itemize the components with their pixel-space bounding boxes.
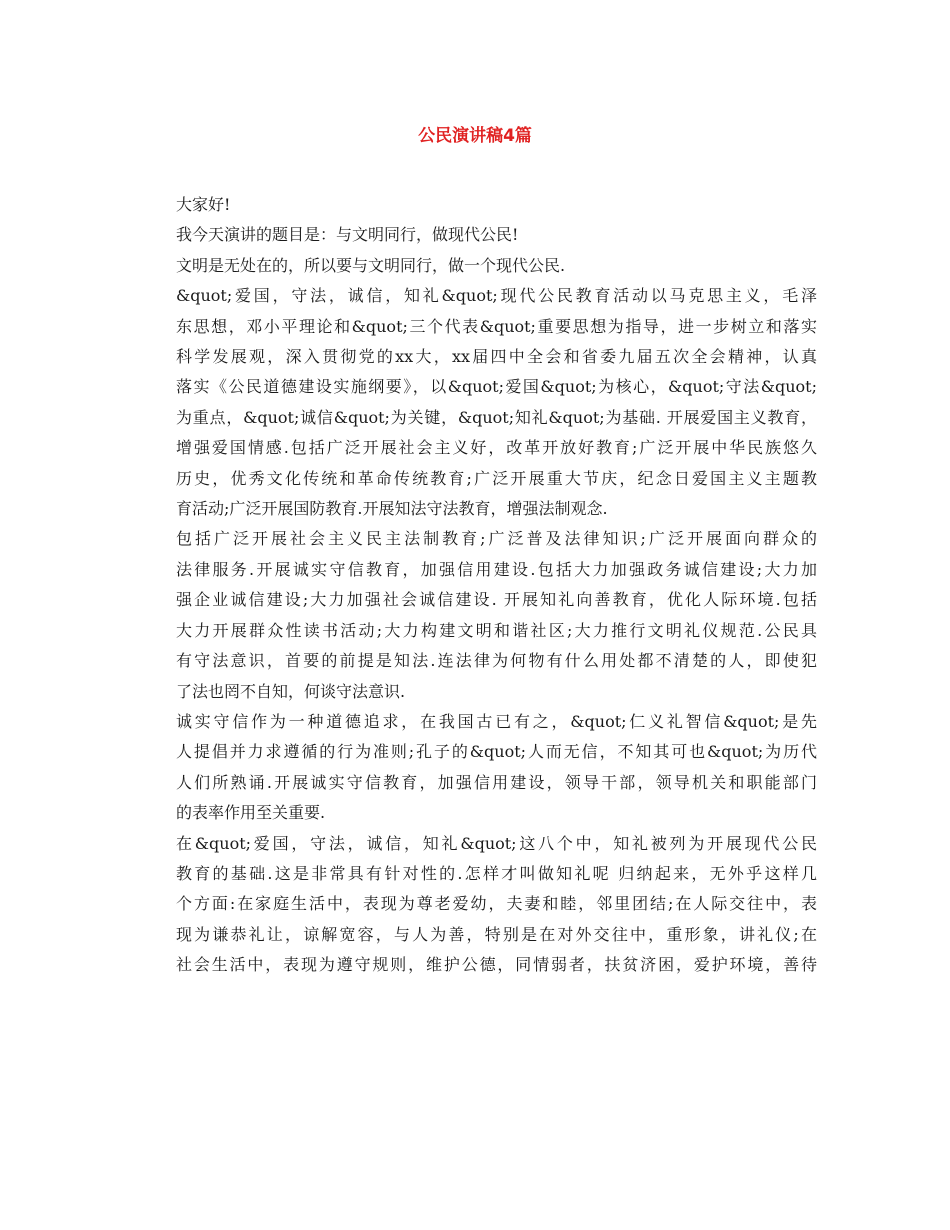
paragraph-line: 人提倡并力求遵循的行为准则;孔子的&quot;人而无信，不知其可也&quot;为历代	[176, 742, 817, 762]
paragraph-line: 在&quot;爱国，守法，诚信，知礼&quot;这八个中，知礼被列为开展现代公民	[176, 833, 817, 853]
paragraph	[139, 190, 817, 220]
paragraph-line: 了法也罔不自知，何谈守法意识.	[176, 681, 406, 701]
paragraph-line: 科学发展观，深入贯彻党的xx大，xx届四中全会和省委九届五次全会精神，认真	[176, 347, 817, 367]
paragraph-line: 的表率作用至关重要.	[176, 803, 326, 823]
paragraph-line: 文明是无处在的，所以要与文明同行，做一个现代公民.	[176, 255, 566, 275]
paragraph-line: 诚实守信作为一种道德追求，在我国古已有之，&quot;仁义礼智信&quot;是先	[176, 711, 817, 731]
paragraph-line: &quot;爱国，守法，诚信，知礼&quot;现代公民教育活动以马克思主义，毛泽	[176, 286, 817, 306]
paragraph-line: 个方面:在家庭生活中，表现为尊老爱幼，夫妻和睦，邻里团结;在人际交往中，表	[176, 894, 817, 914]
paragraph-line: 历史，优秀文化传统和革命传统教育;广泛开展重大节庆，纪念日爱国主义主题教	[176, 468, 817, 488]
paragraph	[139, 524, 817, 706]
paragraph-line: 大家好!	[176, 195, 231, 214]
paragraph-line: 强企业诚信建设;大力加强社会诚信建设. 开展知礼向善教育，优化人际环境.包括	[176, 590, 817, 610]
paragraph-line: 我今天演讲的题目是：与文明同行，做现代公民!	[176, 225, 519, 245]
paragraph-line: 大力开展群众性读书活动;大力构建文明和谐社区;大力推行文明礼仪规范.公民具	[176, 620, 817, 640]
paragraph-line: 落实《公民道德建设实施纲要》，以&quot;爱国&quot;为核心，&quot;守法&quot;	[176, 377, 817, 397]
paragraph-line: 法律服务.开展诚实守信教育，加强信用建设.包括大力加强政务诚信建设;大力加	[176, 559, 817, 579]
paragraph-line: 东思想，邓小平理论和&quot;三个代表&quot;重要思想为指导，进一步树立和落实	[176, 316, 817, 336]
paragraph-line: 有守法意识，首要的前提是知法.连法律为何物有什么用处都不清楚的人，即使犯	[176, 651, 817, 671]
paragraph	[139, 220, 817, 250]
paragraph	[139, 707, 817, 829]
paragraph	[139, 829, 817, 981]
paragraph-line: 社会生活中，表现为遵守规则，维护公德，同情弱者，扶贫济困，爱护环境，善待	[176, 955, 817, 975]
paragraph-line: 为重点，&quot;诚信&quot;为关键，&quot;知礼&quot;为基础. 开展爱国主义教育，	[176, 407, 817, 427]
paragraph-line: 育活动;广泛开展国防教育.开展知法守法教育，增强法制观念.	[176, 499, 608, 519]
paragraph-line: 现为谦恭礼让，谅解宽容，与人为善，特别是在对外交往中，重形象，讲礼仪;在	[176, 924, 817, 944]
document-body	[139, 190, 817, 981]
paragraph-line: 人们所熟诵.开展诚实守信教育，加强信用建设，领导干部，领导机关和职能部门	[176, 772, 817, 792]
document-title: 公民演讲稿4篇	[418, 126, 532, 146]
paragraph	[139, 251, 817, 281]
paragraph-line: 增强爱国情感.包括广泛开展社会主义好，改革开放好教育;广泛开展中华民族悠久	[176, 438, 817, 458]
paragraph	[139, 281, 817, 524]
paragraph-line: 包括广泛开展社会主义民主法制教育;广泛普及法律知识;广泛开展面向群众的	[176, 529, 817, 549]
paragraph-line: 教育的基础.这是非常具有针对性的.怎样才叫做知礼呢 归纳起来，无外乎这样几	[176, 863, 817, 883]
